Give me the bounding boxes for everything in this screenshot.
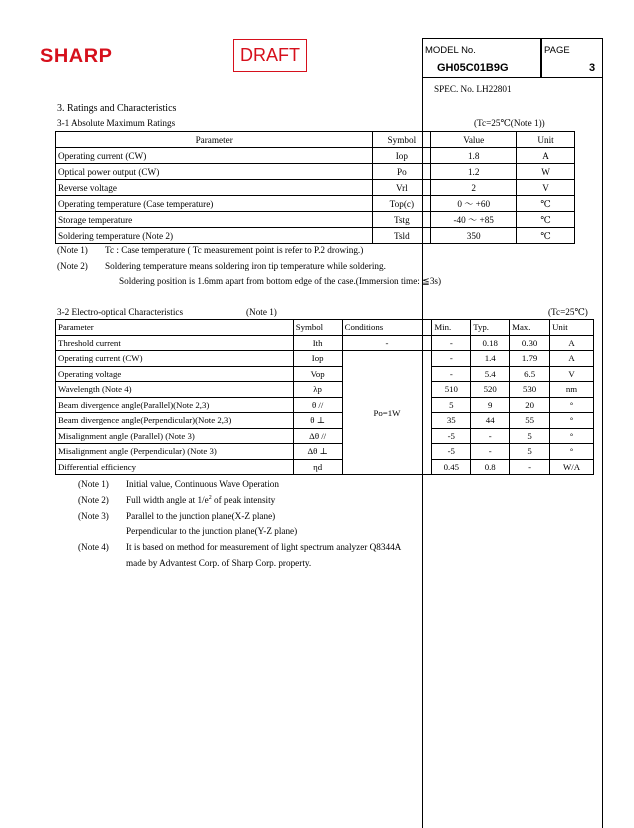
typ-cell: 44 <box>471 413 510 429</box>
min-cell: 0.45 <box>432 459 471 475</box>
min-cell: 35 <box>432 413 471 429</box>
symbol-cell: Δθ ⊥ <box>293 444 342 460</box>
symbol-cell: Po <box>373 164 431 180</box>
max-cell: 6.5 <box>510 366 550 382</box>
typ-cell: - <box>471 444 510 460</box>
table-row <box>56 366 594 382</box>
max-cell: 1.79 <box>510 351 550 367</box>
value-cell: 2 <box>431 180 517 196</box>
column-header: Unit <box>550 320 594 336</box>
symbol-cell: Iop <box>373 148 431 164</box>
note-text: Parallel to the junction plane(X-Z plane) <box>126 511 276 521</box>
electro-title-note: (Note 1) <box>246 307 277 317</box>
param-cell: Soldering temperature (Note 2) <box>56 228 373 244</box>
typ-cell: 0.8 <box>471 459 510 475</box>
column-header: Typ. <box>471 320 510 336</box>
note-text: Initial value, Continuous Wave Operation <box>126 479 279 489</box>
electro-condition: (Tc=25℃) <box>548 307 588 317</box>
typ-cell: - <box>471 428 510 444</box>
max-cell: - <box>510 459 550 475</box>
note-label: (Note 2) <box>78 495 109 505</box>
param-cell: Differential efficiency <box>56 459 294 475</box>
value-cell: 1.2 <box>431 164 517 180</box>
note-text-part: of peak intensity <box>211 495 276 506</box>
note-text: Soldering position is 1.6mm apart from bottom edge of the case.(Immersion time: ≦3s) <box>119 276 442 286</box>
param-cell: Threshold current <box>56 335 294 351</box>
section-title: 3. Ratings and Characteristics <box>57 103 177 114</box>
param-cell: Operating current (CW) <box>56 148 373 164</box>
note-text: Soldering temperature means soldering iron tip temperature while soldering. <box>105 261 386 271</box>
unit-cell: ° <box>550 444 594 460</box>
symbol-cell: Tstg <box>373 212 431 228</box>
table-row <box>56 428 594 444</box>
note-text <box>126 495 275 505</box>
note-label: (Note 1) <box>78 479 109 489</box>
symbol-cell: Tsld <box>373 228 431 244</box>
min-cell: - <box>432 366 471 382</box>
draft-stamp: DRAFT <box>233 39 307 72</box>
typ-cell: 9 <box>471 397 510 413</box>
symbol-cell: Vrl <box>373 180 431 196</box>
max-cell: 5 <box>510 428 550 444</box>
column-header: Parameter <box>56 320 294 336</box>
note-text: Perpendicular to the junction plane(Y-Z plane) <box>126 526 298 536</box>
column-header: Unit <box>517 132 575 148</box>
min-cell: - <box>432 351 471 367</box>
param-cell: Operating current (CW) <box>56 351 294 367</box>
model-label: MODEL No. <box>425 45 476 56</box>
note-label: (Note 1) <box>57 245 88 255</box>
unit-cell: ° <box>550 413 594 429</box>
column-header: Conditions <box>342 320 432 336</box>
min-cell: 5 <box>432 397 471 413</box>
unit-cell: A <box>550 351 594 367</box>
max-cell: 0.30 <box>510 335 550 351</box>
param-cell: Reverse voltage <box>56 180 373 196</box>
unit-cell: ℃ <box>517 196 575 212</box>
unit-cell: W/A <box>550 459 594 475</box>
param-cell: Misalignment angle (Perpendicular) (Note 3) <box>56 444 294 460</box>
note-text: made by Advantest Corp. of Sharp Corp. property. <box>126 558 312 568</box>
table-row <box>56 164 575 180</box>
symbol-cell: θ // <box>293 397 342 413</box>
symbol-cell: Top(c) <box>373 196 431 212</box>
note-label: (Note 4) <box>78 542 109 552</box>
unit-cell: W <box>517 164 575 180</box>
column-header: Max. <box>510 320 550 336</box>
abs-max-condition: (Tc=25℃(Note 1)) <box>474 118 545 128</box>
symbol-cell: Δθ // <box>293 428 342 444</box>
abs-max-table <box>55 131 575 244</box>
param-cell: Optical power output (CW) <box>56 164 373 180</box>
table-row <box>56 382 594 398</box>
max-cell: 5 <box>510 444 550 460</box>
table-row <box>56 413 594 429</box>
header-box-divider <box>540 38 542 78</box>
min-cell: 510 <box>432 382 471 398</box>
value-cell: 1.8 <box>431 148 517 164</box>
max-cell: 20 <box>510 397 550 413</box>
note-text: Tc : Case temperature ( Tc measurement point is refer to P.2 drowing.) <box>105 245 364 255</box>
abs-max-title: 3-1 Absolute Maximum Ratings <box>57 118 176 128</box>
typ-cell: 5.4 <box>471 366 510 382</box>
param-cell: Misalignment angle (Parallel) (Note 3) <box>56 428 294 444</box>
table-row <box>56 397 594 413</box>
min-cell: - <box>432 335 471 351</box>
column-header: Symbol <box>373 132 431 148</box>
typ-cell: 1.4 <box>471 351 510 367</box>
table-row <box>56 196 575 212</box>
table-row <box>56 459 594 475</box>
table-row <box>56 148 575 164</box>
column-header: Min. <box>432 320 471 336</box>
column-header: Parameter <box>56 132 373 148</box>
table-row <box>56 228 575 244</box>
symbol-cell: Iop <box>293 351 342 367</box>
typ-cell: 520 <box>471 382 510 398</box>
column-header: Value <box>431 132 517 148</box>
table-row <box>56 444 594 460</box>
sharp-logo: SHARP <box>40 46 113 67</box>
symbol-cell: θ ⊥ <box>293 413 342 429</box>
unit-cell: ° <box>550 428 594 444</box>
param-cell: Storage temperature <box>56 212 373 228</box>
electro-table <box>55 319 594 475</box>
unit-cell: ℃ <box>517 228 575 244</box>
param-cell: Beam divergence angle(Parallel)(Note 2,3) <box>56 397 294 413</box>
symbol-cell: λp <box>293 382 342 398</box>
unit-cell: A <box>517 148 575 164</box>
note-text-part: Full width angle at 1/e <box>126 495 209 506</box>
page-number: 3 <box>589 62 596 74</box>
symbol-cell: ηd <box>293 459 342 475</box>
unit-cell: ° <box>550 397 594 413</box>
max-cell: 55 <box>510 413 550 429</box>
spec-number: SPEC. No. LH22801 <box>434 84 512 94</box>
condition-cell: - <box>342 335 432 351</box>
note-text: It is based on method for measurement of light spectrum analyzer Q8344A <box>126 542 402 552</box>
column-header: Symbol <box>293 320 342 336</box>
value-cell: -40 〜 +85 <box>431 212 517 228</box>
unit-cell: ℃ <box>517 212 575 228</box>
page-label: PAGE <box>544 45 570 56</box>
param-cell: Beam divergence angle(Perpendicular)(Note 2,3) <box>56 413 294 429</box>
note-label: (Note 3) <box>78 511 109 521</box>
value-cell: 350 <box>431 228 517 244</box>
note-superscript: 2 <box>208 495 212 501</box>
table-row <box>56 335 594 351</box>
note-label: (Note 2) <box>57 261 88 271</box>
typ-cell: 0.18 <box>471 335 510 351</box>
table-row <box>56 212 575 228</box>
table-header-row <box>56 320 594 336</box>
electro-title: 3-2 Electro-optical Characteristics <box>57 307 184 317</box>
min-cell: -5 <box>432 444 471 460</box>
model-value: GH05C01B9G <box>437 62 509 74</box>
unit-cell: V <box>517 180 575 196</box>
table-row <box>56 180 575 196</box>
unit-cell: A <box>550 335 594 351</box>
table-row <box>56 351 594 367</box>
min-cell: -5 <box>432 428 471 444</box>
param-cell: Wavelength (Note 4) <box>56 382 294 398</box>
symbol-cell: Ith <box>293 335 342 351</box>
unit-cell: V <box>550 366 594 382</box>
table-header-row <box>56 132 575 148</box>
symbol-cell: Vop <box>293 366 342 382</box>
value-cell: 0 〜 +60 <box>431 196 517 212</box>
max-cell: 530 <box>510 382 550 398</box>
condition-cell-merged: Po=1W <box>342 351 432 475</box>
param-cell: Operating voltage <box>56 366 294 382</box>
unit-cell: nm <box>550 382 594 398</box>
param-cell: Operating temperature (Case temperature) <box>56 196 373 212</box>
